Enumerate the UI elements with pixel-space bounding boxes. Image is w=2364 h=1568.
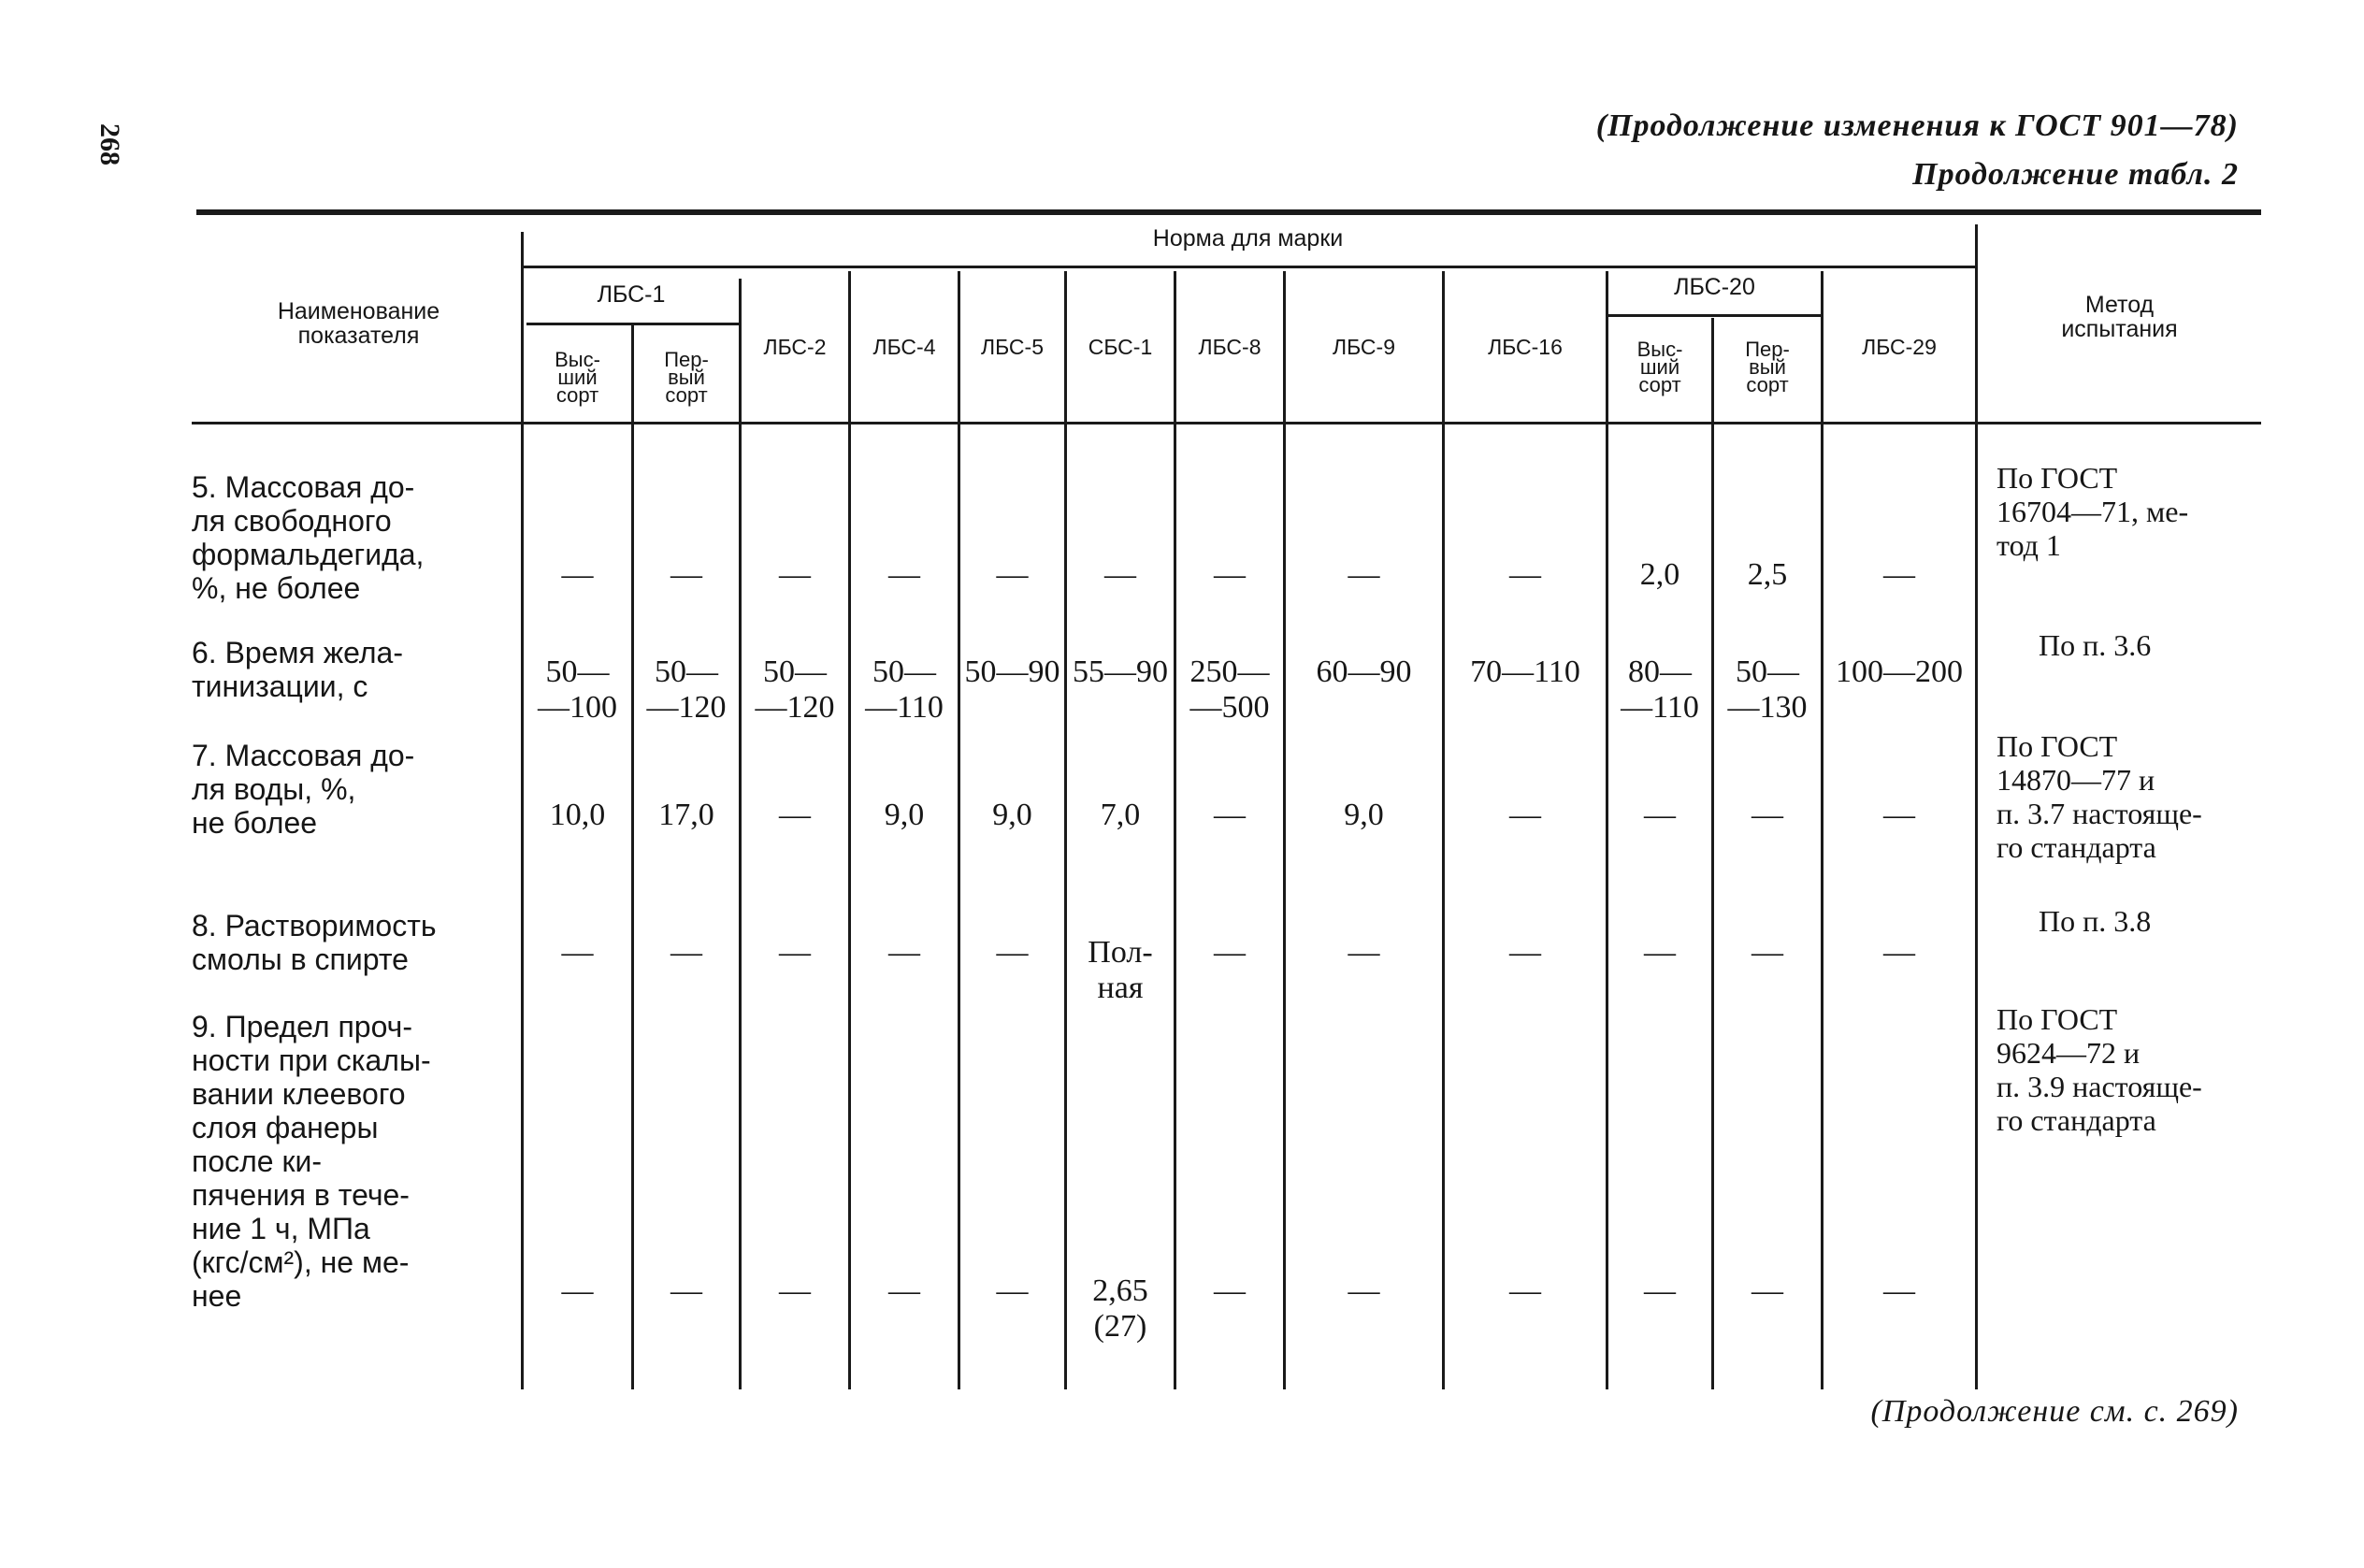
value-cell: — <box>1214 557 1246 592</box>
brand-lbs-2: ЛБС-2 <box>763 335 827 359</box>
brand-lbs-5: ЛБС-5 <box>981 335 1044 359</box>
group-lbs20: ЛБС-20 <box>1674 274 1755 300</box>
brand-lbs-4: ЛБС-4 <box>872 335 936 359</box>
value-cell: 17,0 <box>658 798 714 832</box>
value-cell: — <box>996 935 1029 970</box>
value-cell: 50— —120 <box>646 655 727 725</box>
group-lbs1: ЛБС-1 <box>597 281 666 308</box>
value-cell: 60—90 <box>1316 655 1412 689</box>
value-cell: — <box>888 1273 920 1308</box>
value-cell: 10,0 <box>549 798 606 832</box>
value-cell: — <box>888 557 920 592</box>
lbs1-first-grade: Пер- вый сорт <box>664 348 709 407</box>
indicator-name-header: Наименование показателя <box>277 298 440 349</box>
value-cell: — <box>996 557 1029 592</box>
value-cell: — <box>561 557 594 592</box>
value-cell: — <box>1509 557 1541 592</box>
value-cell: — <box>1104 557 1136 592</box>
value-cell: 70—110 <box>1470 655 1580 689</box>
value-cell: — <box>561 1273 594 1308</box>
continuation-header: (Продолжение изменения к ГОСТ 901—78) <box>1595 108 2239 143</box>
value-cell: — <box>1509 798 1541 832</box>
value-cell: — <box>779 1273 811 1308</box>
brand-sbs-1: СБС-1 <box>1088 335 1153 359</box>
brand-lbs-9: ЛБС-9 <box>1333 335 1395 359</box>
value-cell: — <box>1751 798 1783 832</box>
value-cell: 50—90 <box>964 655 1060 689</box>
value-cell: 9,0 <box>884 798 925 832</box>
value-cell: — <box>1883 798 1915 832</box>
value-cell: — <box>1509 1273 1541 1308</box>
value-cell: — <box>1883 935 1915 970</box>
lbs20-first-grade: Пер- вый сорт <box>1745 338 1790 396</box>
value-cell: — <box>1348 557 1380 592</box>
value-cell: 7,0 <box>1100 798 1141 832</box>
value-cell: — <box>1644 935 1676 970</box>
value-cell: — <box>1348 1273 1380 1308</box>
value-cell: 2,65 (27) <box>1092 1273 1148 1344</box>
row-6-name: 6. Время жела- тинизации, с <box>192 636 403 703</box>
value-cell: — <box>561 935 594 970</box>
row-9-method: По ГОСТ 9624—72 и п. 3.9 настояще- го стандарта <box>1996 1002 2202 1137</box>
value-cell: — <box>779 557 811 592</box>
row-7-method: По ГОСТ 14870—77 и п. 3.7 настояще- го стандарта <box>1996 729 2202 864</box>
value-cell: — <box>1214 1273 1246 1308</box>
value-cell: — <box>1751 1273 1783 1308</box>
col-border <box>1975 224 1978 1389</box>
value-cell: — <box>1214 798 1246 832</box>
row-9-name: 9. Предел проч- ности при скалы- вании клеевого слоя фанеры после ки- пячения в тече- ние 1 ч, МПа (кгс/см²), не ме- нее <box>192 1010 431 1313</box>
value-cell: — <box>1348 935 1380 970</box>
value-cell: — <box>779 935 811 970</box>
value-cell: 250— —500 <box>1189 655 1270 725</box>
lbs1-higher-grade: Выс- ший сорт <box>555 348 600 407</box>
value-cell: — <box>1509 935 1541 970</box>
row-7-name: 7. Массовая до- ля воды, %, не более <box>192 739 415 840</box>
value-cell: 50— —100 <box>538 655 617 725</box>
page-number: 268 <box>94 123 125 165</box>
table-continuation-label: Продолжение табл. 2 <box>1912 157 2239 192</box>
brand-lbs-29: ЛБС-29 <box>1862 335 1937 359</box>
value-cell: — <box>1644 1273 1676 1308</box>
value-cell: — <box>670 1273 702 1308</box>
norm-header: Норма для марки <box>1152 225 1344 252</box>
value-cell: Пол- ная <box>1088 935 1153 1005</box>
row-8-name: 8. Растворимость смолы в спирте <box>192 909 437 976</box>
brand-lbs-16: ЛБС-16 <box>1488 335 1563 359</box>
value-cell: 50— —120 <box>755 655 835 725</box>
continuation-footer: (Продолжение см. с. 269) <box>1870 1394 2239 1429</box>
value-cell: — <box>779 798 811 832</box>
value-cell: 9,0 <box>1344 798 1384 832</box>
value-cell: — <box>670 935 702 970</box>
value-cell: — <box>888 935 920 970</box>
value-cell: — <box>670 557 702 592</box>
value-cell: — <box>1644 798 1676 832</box>
col-border <box>1711 318 1714 1389</box>
lbs20-group-rule <box>1606 314 1821 317</box>
table-top-rule <box>196 209 2261 215</box>
value-cell: — <box>1751 935 1783 970</box>
norm-header-rule <box>521 266 1975 268</box>
row-6-method: По п. 3.6 <box>2039 628 2152 662</box>
value-cell: — <box>1883 557 1915 592</box>
col-border <box>739 279 742 1389</box>
value-cell: — <box>1214 935 1246 970</box>
value-cell: 50— —110 <box>865 655 944 725</box>
value-cell: 50— —130 <box>1727 655 1808 725</box>
row-8-method: По п. 3.8 <box>2039 904 2152 938</box>
header-bottom-rule <box>192 422 2261 424</box>
value-cell: 9,0 <box>992 798 1032 832</box>
col-border <box>631 325 634 1389</box>
row-5-name: 5. Массовая до- ля свободного формальдегида, %, не более <box>192 470 425 605</box>
value-cell: — <box>996 1273 1029 1308</box>
value-cell: — <box>1883 1273 1915 1308</box>
row-5-method: По ГОСТ 16704—71, ме- тод 1 <box>1996 461 2189 562</box>
value-cell: 2,0 <box>1639 557 1680 592</box>
lbs20-higher-grade: Выс- ший сорт <box>1636 338 1683 396</box>
value-cell: 55—90 <box>1073 655 1168 689</box>
value-cell: 100—200 <box>1836 655 1963 689</box>
brand-lbs-8: ЛБС-8 <box>1198 335 1261 359</box>
value-cell: 80— —110 <box>1621 655 1699 725</box>
value-cell: 2,5 <box>1747 557 1788 592</box>
method-header: Метод испытания <box>2061 292 2178 342</box>
